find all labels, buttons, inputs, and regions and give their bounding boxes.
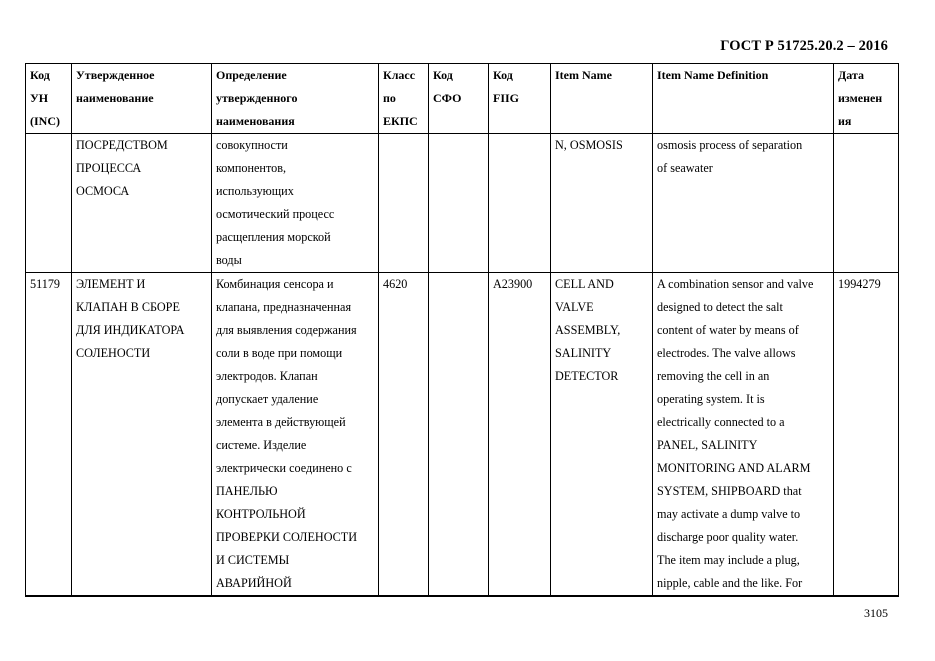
col-item-name-cell xyxy=(551,134,653,273)
cell-text-line: 4620 xyxy=(383,277,408,291)
cell-text-line: СОЛЕНОСТИ xyxy=(76,346,151,360)
cell-text-line: SYSTEM, SHIPBOARD that xyxy=(657,484,802,498)
cell-text-line: nipple, cable and the like. For xyxy=(657,576,803,590)
cell-text-line: 1994279 xyxy=(838,277,881,291)
cell-text-line: клапана, предназначенная xyxy=(216,300,352,314)
header-text-line: ия xyxy=(838,114,852,128)
header-text-line: (INC) xyxy=(30,114,60,128)
cell-text-line: operating system. It is xyxy=(657,392,765,406)
cell-text-line: ASSEMBLY, xyxy=(555,323,621,337)
col-inc-code-header xyxy=(26,64,72,134)
header-text-line: Класс xyxy=(383,68,416,82)
col-fiig-code-cell xyxy=(489,273,551,597)
header-text-line: по xyxy=(383,91,396,105)
cell-text-line: 51179 xyxy=(30,277,61,291)
cell-text-line: соли в воде при помощи xyxy=(216,346,343,360)
header-text-line: наименование xyxy=(76,91,154,105)
cell-text-line: designed to detect the salt xyxy=(657,300,783,314)
cell-text-line: The item may include a plug, xyxy=(657,553,800,567)
header-text-line: СФО xyxy=(433,91,462,105)
cell-text-line: CELL AND xyxy=(555,277,614,291)
cell-text-line: ПОСРЕДСТВОМ xyxy=(76,138,168,152)
table-header-row xyxy=(26,64,899,134)
cell-text-line: content of water by means of xyxy=(657,323,799,337)
col-ekps-class-cell xyxy=(379,134,429,273)
document-header: ГОСТ Р 51725.20.2 – 2016 xyxy=(720,38,888,54)
col-item-name-cell xyxy=(551,273,653,597)
cell-text-line: electrodes. The valve allows xyxy=(657,346,796,360)
col-sfo-code-cell xyxy=(429,273,489,597)
cell-text-line: VALVE xyxy=(555,300,594,314)
cell-text-line: допускает удаление xyxy=(216,392,319,406)
cell-text-line: ПАНЕЛЬЮ xyxy=(216,484,278,498)
cell-text-line: A combination sensor and valve xyxy=(657,277,814,291)
cell-text-line: И СИСТЕМЫ xyxy=(216,553,290,567)
col-name-definition-header xyxy=(212,64,379,134)
header-text-line: Утвержденное xyxy=(76,68,155,82)
col-fiig-code-cell xyxy=(489,134,551,273)
cell-text-line: PANEL, SALINITY xyxy=(657,438,758,452)
header-text-line: изменен xyxy=(838,91,883,105)
cell-text-line: ДЛЯ ИНДИКАТОРА xyxy=(76,323,185,337)
header-text-line: Item Name Definition xyxy=(657,68,769,82)
cell-text-line: DETECTOR xyxy=(555,369,619,383)
col-sfo-code-header xyxy=(429,64,489,134)
cell-text-line: MONITORING AND ALARM xyxy=(657,461,811,475)
cell-text-line: ЭЛЕМЕНТ И xyxy=(76,277,146,291)
cell-text-line: Комбинация сенсора и xyxy=(216,277,334,291)
cell-text-line: электрически соединено с xyxy=(216,461,352,475)
cell-text-line: КЛАПАН В СБОРЕ xyxy=(76,300,180,314)
cell-text-line: осмотический процесс xyxy=(216,207,335,221)
cell-text-line: АВАРИЙНОЙ xyxy=(216,576,292,590)
header-text-line: ЕКПС xyxy=(383,114,418,128)
table-row xyxy=(26,273,899,597)
header-text-line: Item Name xyxy=(555,68,612,82)
col-name-definition-cell xyxy=(212,273,379,597)
cell-text-line: electrically connected to a xyxy=(657,415,785,429)
col-inc-code-cell xyxy=(26,134,72,273)
col-change-date-cell xyxy=(834,134,899,273)
cell-text-line: of seawater xyxy=(657,161,713,175)
col-name-definition-cell xyxy=(212,134,379,273)
cell-text-line: ОСМОСА xyxy=(76,184,130,198)
cell-text-line: воды xyxy=(216,253,242,267)
col-item-name-header xyxy=(551,64,653,134)
cell-text-line: системе. Изделие xyxy=(216,438,307,452)
table-row xyxy=(26,134,899,273)
col-item-name-definition-cell xyxy=(653,134,834,273)
header-text-line: Дата xyxy=(838,68,864,82)
header-text-line: утвержденного xyxy=(216,91,298,105)
header-text-line: Код xyxy=(493,68,513,82)
header-text-line: Код xyxy=(30,68,50,82)
col-approved-name-cell xyxy=(72,273,212,597)
header-text-line: наименования xyxy=(216,114,295,128)
col-item-name-definition-cell xyxy=(653,273,834,597)
col-ekps-class-header xyxy=(379,64,429,134)
cell-text-line: электродов. Клапан xyxy=(216,369,318,383)
cell-text-line: расщепления морской xyxy=(216,230,331,244)
page-number: 3105 xyxy=(864,606,888,620)
header-text-line: Определение xyxy=(216,68,287,82)
cell-text-line: removing the cell in an xyxy=(657,369,770,383)
cell-text-line: ПРОВЕРКИ СОЛЕНОСТИ xyxy=(216,530,358,544)
col-item-name-definition-header xyxy=(653,64,834,134)
col-inc-code-cell xyxy=(26,273,72,597)
catalog-table xyxy=(25,63,899,597)
cell-text-line: для выявления содержания xyxy=(216,323,357,337)
cell-text-line: discharge poor quality water. xyxy=(657,530,799,544)
cell-text-line: ПРОЦЕССА xyxy=(76,161,142,175)
cell-text-line: КОНТРОЛЬНОЙ xyxy=(216,507,306,521)
cell-text-line: совокупности xyxy=(216,138,288,152)
header-text-line: Код xyxy=(433,68,453,82)
cell-text-line: N, OSMOSIS xyxy=(555,138,623,152)
cell-text-line: компонентов, xyxy=(216,161,287,175)
cell-text-line: SALINITY xyxy=(555,346,612,360)
cell-text-line: osmosis process of separation xyxy=(657,138,803,152)
col-change-date-header xyxy=(834,64,899,134)
header-text-line: FIIG xyxy=(493,91,520,105)
col-change-date-cell xyxy=(834,273,899,597)
cell-text-line: may activate a dump valve to xyxy=(657,507,801,521)
col-approved-name-header xyxy=(72,64,212,134)
col-sfo-code-cell xyxy=(429,134,489,273)
cell-text-line: A23900 xyxy=(493,277,533,291)
col-approved-name-cell xyxy=(72,134,212,273)
cell-text-line: использующих xyxy=(216,184,294,198)
col-ekps-class-cell xyxy=(379,273,429,597)
header-text-line: УН xyxy=(30,91,49,105)
cell-text-line: элемента в действующей xyxy=(216,415,346,429)
col-fiig-code-header xyxy=(489,64,551,134)
